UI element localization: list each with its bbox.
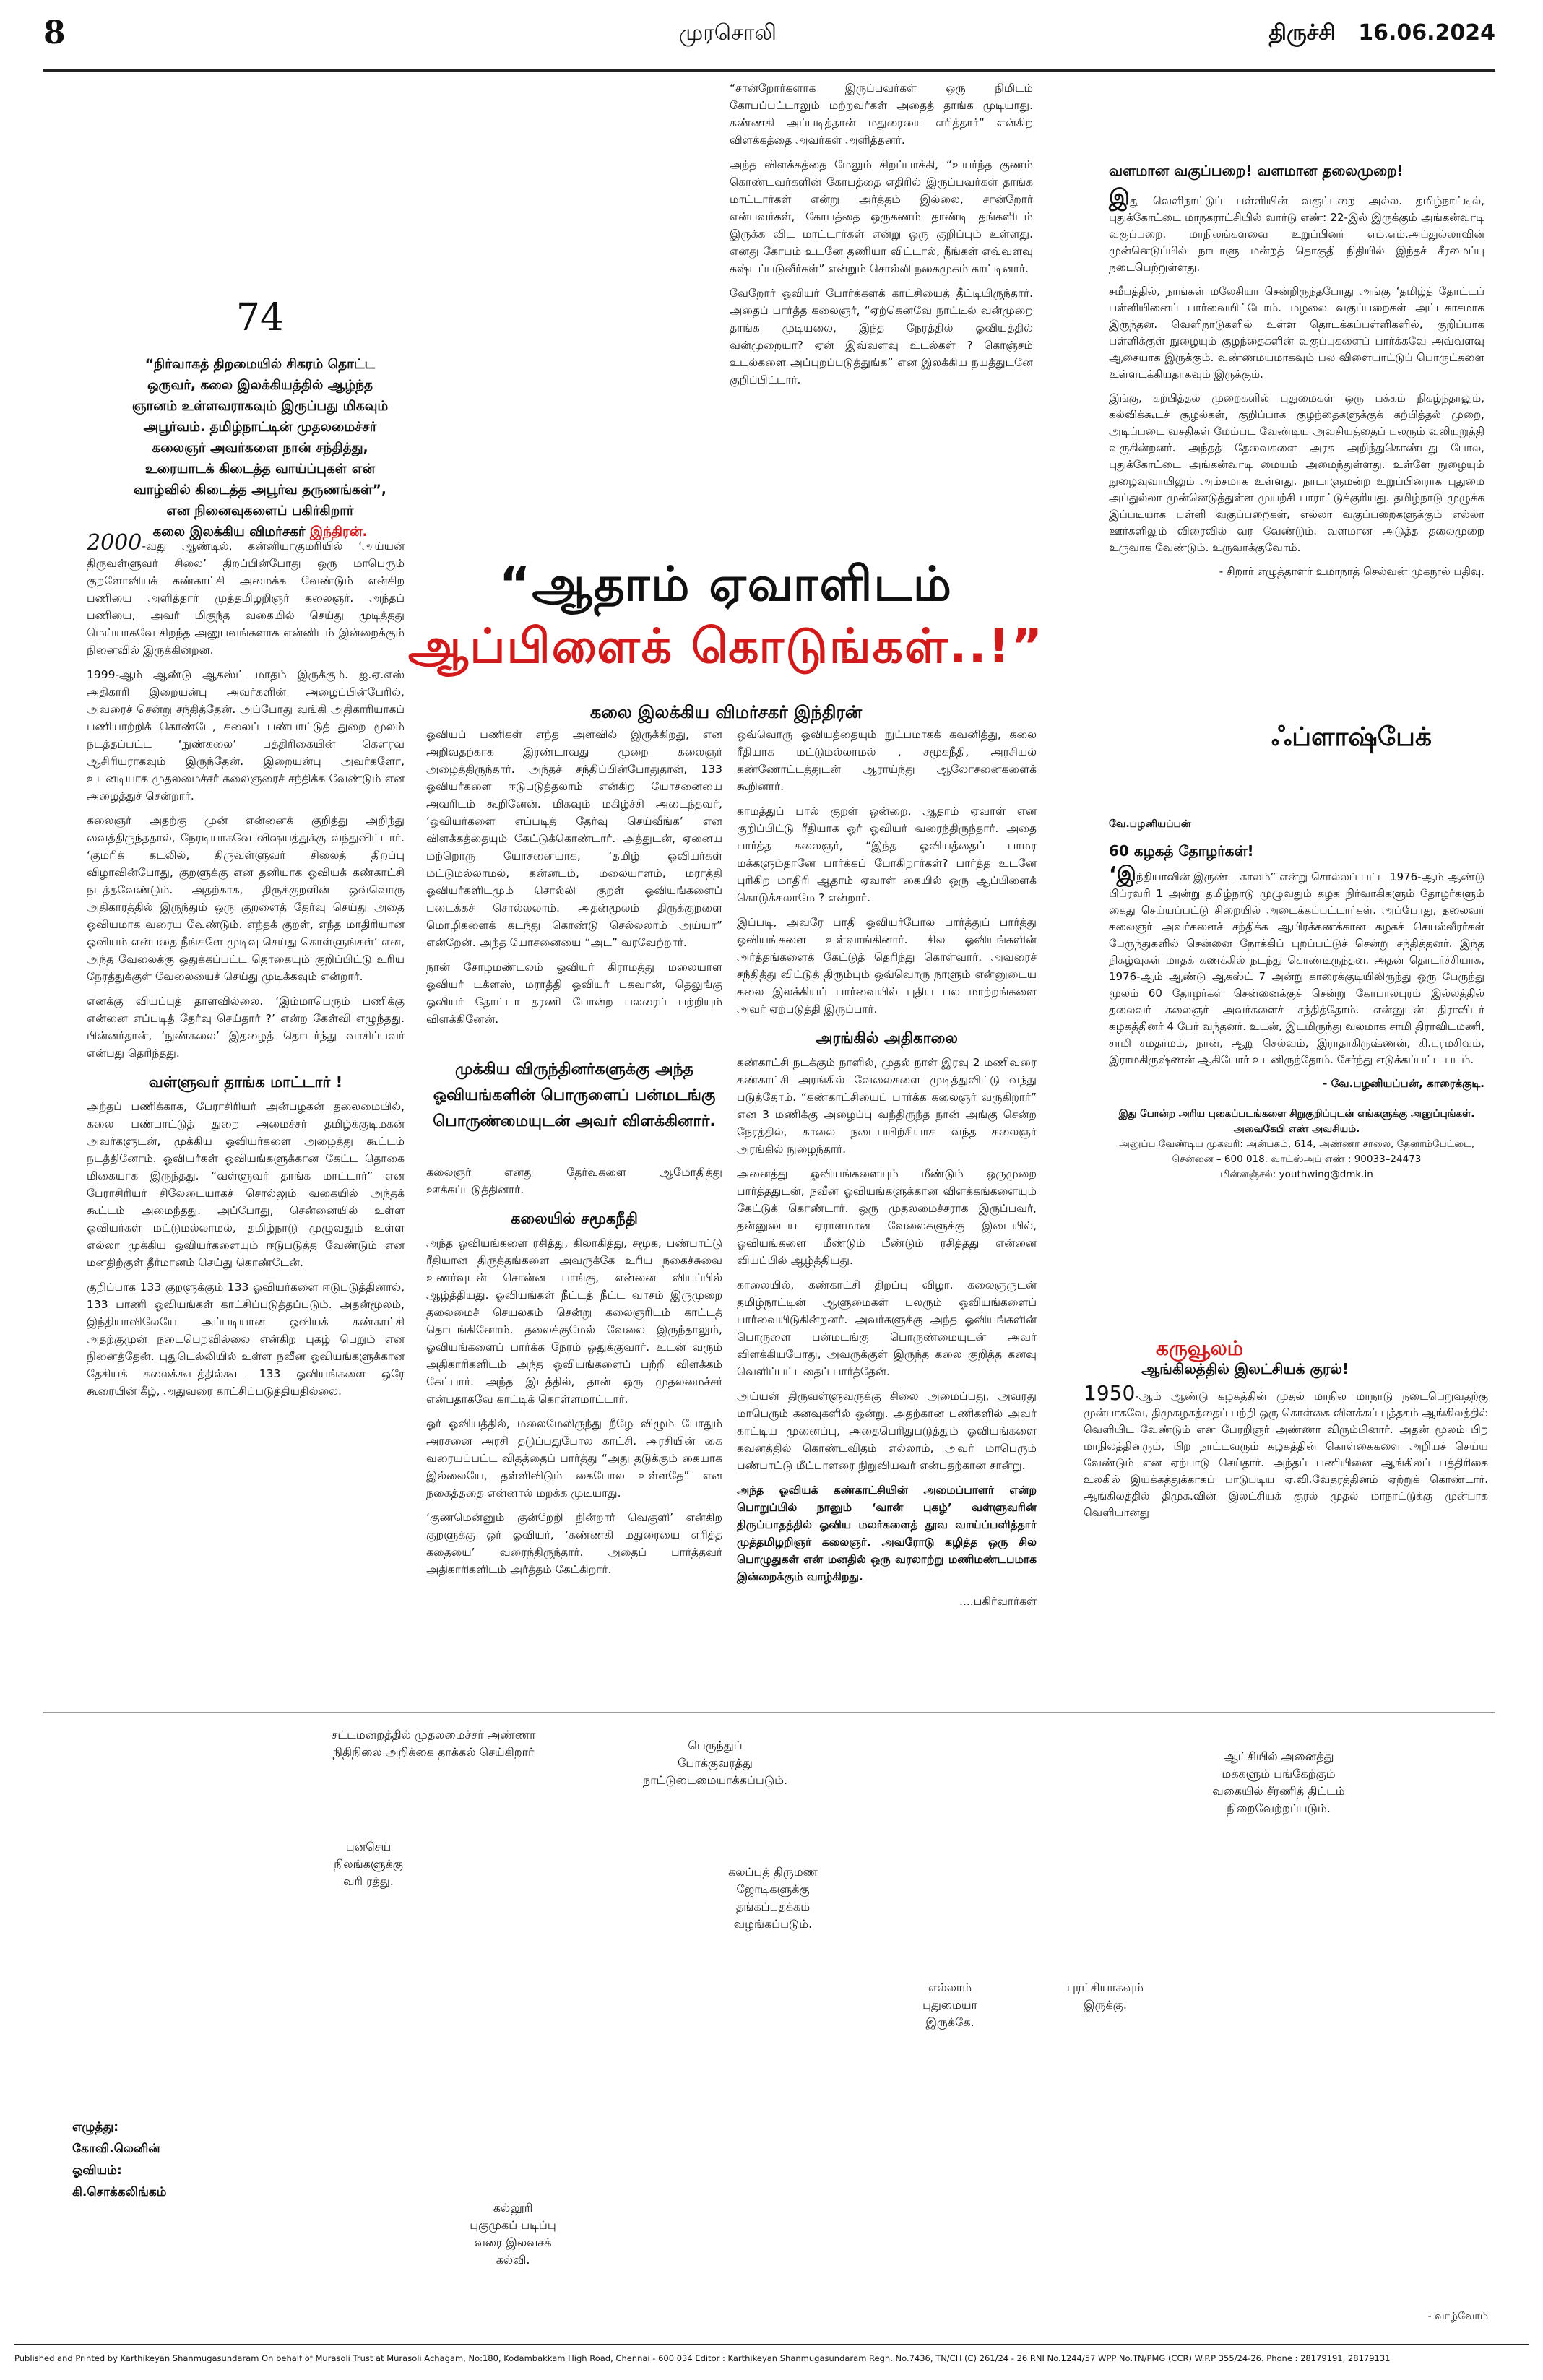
poem-line: வழங்கப்படும். (733, 1917, 813, 1931)
paragraph: அய்யன் திருவள்ளுவருக்கு சிலை அமைப்பது, அவரது மாபெரும் கனவுகளில் ஒன்று. அதற்கான பணிகளில் அவர் காட்டிய முனைப்பு, அதைபெரிதுபடுத்தும் ஓவியங்களை கவனத்தில் கொண்டவிதம் எல்லாம், அவர் மாபெரும் பண்பாட்டு மீட்பாளரை நிறுவியவர் என்பதற்கான சான்று. (737, 1390, 1037, 1472)
notice-address: அனுப்ப வேண்டிய முகவரி: அன்பகம், 614, அண்ணா சாலை, தேனாம்பேட்டை, சென்னை – 600 018. வாட்ஸ்அப் எண் : 90033–24473 (1118, 1138, 1475, 1165)
intro-prefix: கலை இலக்கிய விமர்சகர் (152, 524, 306, 540)
artist-name: கி.சொக்கலிங்கம் (72, 2185, 167, 2199)
flashback-author: வே.பழனியப்பன் (1109, 818, 1191, 830)
poem-block (303, 1838, 433, 1890)
paragraph: “சான்றோர்களாக இருப்பவர்கள் ஒரு நிமிடம் கோபப்பட்டாலும் மற்றவர்கள் அதைத் தாங்க முடியாது. கண்ணகி அப்படித்தான் மதுரையை எரித்தார்” என்கிற விளக்கத்தை அவர்கள் அளித்தனர். (730, 82, 1033, 147)
poem-line: வகையில் சீரணித் திட்டம் (1212, 1784, 1345, 1798)
pull-quote: முக்கிய விருந்தினர்களுக்கு அந்த ஓவியங்களின் பொருளைப் பன்மடங்கு பொருண்மையுடன் அவர் விளக்கினார். (433, 1060, 716, 1130)
feature-column-3 (730, 79, 1033, 396)
paragraph (1084, 1381, 1488, 1521)
masthead (43, 14, 1495, 65)
footer-rule (14, 2344, 1529, 2345)
submission-notice (1109, 1107, 1484, 1182)
lead-year: 2000 (87, 530, 142, 555)
poem-line: சட்டமன்றத்தில் முதலமைச்சர் அண்ணா (331, 1728, 536, 1741)
poem-line: வரி ரத்து. (343, 1874, 394, 1888)
paragraph: நான் சோழமண்டலம் ஓவியர் கிராமத்து மலையாள ஓவியர் டக்ளஸ், மராத்தி ஓவியர் பகவான், தெலுங்கு ஓவியர் தோட்டா தரணி போன்ற பலரைப் பற்றியும் விளக்கினேன். (426, 961, 722, 1026)
poem-line: கலப்புத் திருமண (727, 1865, 818, 1879)
artist-label: ஓவியம்: (72, 2163, 122, 2178)
poem-block (1170, 1748, 1387, 1817)
writer-name: கோவி.லெனின் (72, 2142, 160, 2156)
byline: கலை இலக்கிய விமர்சகர் இந்திரன் (589, 702, 863, 722)
paragraph: காலையில், கண்காட்சி திறப்பு விழா. கலைஞருடன் தமிழ்நாட்டின் ஆளுமைகள் பலரும் ஓவியங்களைப் பார்வையிடுகின்றனர். அவர்களுக்கு அந்த ஓவியங்களின் பொருளை பன்மடங்கு பொருண்மையுடன் அவர் விளக்கியபோது, அவருக்குள் இருந்த கலை குறித்த கனவு வெளிப்பட்டதைப் பார்த்தேன். (737, 1278, 1037, 1378)
imprint-line: Published and Printed by Karthikeyan Shanmugasundaram On behalf of Murasoli Trust at Murasoli Achagam, No:180, Kodambakkam High Road, Chennai - 600 034 Editor : Karthikeyan Shanmugasundaram Regn. No.7436, TN/CH (C) 261/24 - 26 RNI No.1244/57 WPP No.TN/PMG (CCR) W.P.P 355/24-26. Phone : 28179191, 28179131 (14, 2353, 1391, 2363)
edition-name: திருச்சி (1268, 20, 1336, 46)
poem-block (289, 1726, 578, 1761)
flashback-title: ஃப்ளாஷ்பேக் (1271, 722, 1432, 752)
paragraph: வேறோர் ஓவியர் போர்க்களக் காட்சியைத் தீட்டியிருந்தார். அதைப் பார்த்த கலைஞர், “ஏற்கெனவே நாட்டில் வன்முறை தாங்க முடியலை, இந்த நேரத்தில் ஓவியத்தில் வன்முறையா? ஏன் இவ்வளவு உடல்கள் ? கொஞ்சம் உடல்களை அப்புறப்படுத்துங்க” என இலக்கிய நயத்துடனே குறிப்பிட்டார். (730, 287, 1033, 386)
paragraph (1109, 185, 1484, 276)
flashback-header (1271, 722, 1488, 756)
subheading: வள்ளுவர் தாங்க மாட்டார் ! (148, 1073, 343, 1091)
paragraph: எனக்கு வியப்புத் தாளவில்லை. ‘இம்மாபெரும் பணிக்கு என்னை எப்படித் தேர்வு செய்தார் ?’ என்ற கேள்வி எழுந்தது. பின்னர்தான், ‘நுண்கலை’ இதழைத் தொடர்ந்து வாசிப்பவர் என்பது தெரிந்தது. (87, 995, 405, 1060)
masthead-rule (43, 69, 1495, 72)
paragraph: ‘குணமென்னும் குன்றேறி நின்றார் வெகுளி’ என்கிற குறளுக்கு ஓர் ஓவியர், ‘கண்ணகி மதுரையை எரித்த கதையை’ வரைந்திருந்தார். அதைப் பார்த்தவர் அதிகாரிகளிடம் அர்த்தம் கேட்கிறார். (426, 1511, 722, 1576)
paragraph: கண்காட்சி நடக்கும் நாளில், முதல் நாள் இரவு 2 மணிவரை கண்காட்சி அரங்கில் வேலைகளை முடித்துவிட்டு வந்து படுத்தோம். “கண்காட்சியைப் பார்க்க கலைஞர் வருகிறார்” என 3 மணிக்கு அழைப்பு வந்திருந்த நான் அங்கு சென்ற நேரத்தில், காலை நடைபயிற்சியாக வந்த கலைஞர் அரங்கில் நுழைந்தார். (737, 1056, 1037, 1156)
poem-line: போக்குவரத்து (678, 1756, 753, 1770)
page-number: 8 (43, 14, 66, 51)
poem-block (892, 1979, 1008, 2031)
comic-credits (72, 2116, 231, 2203)
poem-block (693, 1864, 852, 1933)
lead-text: -வது ஆண்டில், கன்னியாகுமரியில் ‘அய்யன் திருவள்ளுவர் சிலை’ திறப்பின்போது ஒரு மாபெரும் குறளோவியக் கண்காட்சி அமைக்க வேண்டும் என்கிற பணியை அளித்தார் முத்தமிழறிஞர் கலைஞர். அந்தப் பணியை, அவர் மிகுந்த வகையில் செய்து முடித்தது மெய்யாகவே சிறந்த அனுபவங்களாக என்னிடம் இன்றைக்கும் நினைவில் இருக்கின்றன. (87, 540, 405, 657)
intro-line: அபூர்வம். தமிழ்நாட்டின் முதலமைச்சர் (143, 420, 377, 435)
writer-label: எழுத்து: (72, 2120, 119, 2134)
notice-email: மின்னஞ்சல்: youthwing@dmk.in (1220, 1169, 1373, 1180)
intro-line: ஒருவர், கலை இலக்கியத்தில் ஆழ்ந்த (147, 378, 373, 393)
paragraph: இங்கு, கற்பித்தல் முறைகளில் புதுமைகள் ஒரு பக்கம் நிகழ்ந்தாலும், கல்விக்கூடச் சூழல்கள், குறிப்பாக குழந்தைகளுக்குக் கற்பித்தல் முறை, அடிப்படை வசதிகள் மேம்பட வேண்டிய அவசியத்தைப் பலரும் வலியுறுத்தி வருகின்றனர். அந்தத் தேவைகளை அரசு அறிந்துகொண்டது போல, புதுக்கோட்டை அங்கன்வாடி மையம் அமைந்துள்ளது. உள்ளே நுழையும் நுழைவுவாயிலும் அம்சமாக உள்ளது. நாடாளுமன்ற உறுப்பினராக புதுமை அப்துல்லா முன்னெடுத்துள்ள முயற்சி பாராட்டுக்குரியது. தமிழ்நாடு முழுக்க இப்படியாக பள்ளி வகுப்பறைகள், எல்லா வகுப்பறைகளுக்கும் எல்லா ஊர்களிலும் விரைவில் வர வேண்டும். வளமான அடுத்த தலைமுறை உருவாக வேண்டும். உருவாக்குவோம். (1109, 391, 1484, 554)
intro-text (116, 354, 405, 542)
poem-line: இருக்கே. (925, 2015, 974, 2029)
poem-line: இருக்கு. (1084, 1998, 1127, 2012)
poem-line: புரட்சியாகவும் (1067, 1981, 1144, 1994)
school-sidebar (1109, 163, 1484, 587)
paragraph: கலைஞர் அதற்கு முன் என்னைக் குறித்து அறிந்து வைத்திருந்ததால், நேரடியாகவே விஷயத்துக்கு வந்துவிட்டார். ‘குமரிக் கடலில், திருவள்ளுவர் சிலைத் திறப்பு விழாவின்போது, குறளுக்கு என தனியாக ஓவியக் கண்காட்சி நடத்தவேண்டும். அதற்காக, திருக்குறளின் ஒவ்வொரு அதிகாரத்தில் இருந்தும் ஒரு குறளைத் தேர்வு செய்து அதை ஓவியமாக வரைய வேண்டும். எந்தக் குறள், எந்த மாதிரியான ஓவியம் என்பதை நீங்களே முடிவு செய்து கொள்ளுங்கள்’ என, அந்த வேலைக்கு ஒதுக்கப்பட்ட தொகையும் குறிப்பிட்டு உரிய நேரத்துக்குள் வேலையைச் செய்து முடிக்கவும் என்றார். (87, 814, 405, 983)
poem-block (1040, 1979, 1170, 2014)
notice-text: இது போன்ற அரிய புகைப்படங்களை சிறுகுறிப்புடன் எங்களுக்கு அனுப்புங்கள். அவைகேபி எண் அவசியம். (1118, 1108, 1475, 1135)
feature-headline (405, 556, 1047, 724)
headline-line-2: ஆப்பிளைக் கொடுங்கள்..!” (407, 618, 1045, 674)
paragraph: கலைஞர் எனது தேர்வுகளை ஆமோதித்து ஊக்கப்படுத்தினார். (426, 1166, 722, 1196)
poem-block (621, 1737, 809, 1789)
paragraph: ஓர் ஓவியத்தில், மலைமேலிருந்து நீழே விழும் போதும் அரசனை அரசி தடுப்பதுபோல காட்சி. அரசியின் கை வரையப்பட்ட விதத்தைப் பார்த்து “அது தடுக்கும் கையாக இல்லையே, தள்ளிவிடும் கைபோல உள்ளதே” என நகைத்ததை என்னால் மறக்க முடியாது. (426, 1417, 722, 1500)
drop-cap: இ (1109, 185, 1131, 210)
episode-number: 74 (235, 296, 285, 339)
paragraph-text: -ஆம் ஆண்டு கழகத்தின் முதல் மாநில மாநாடு நடைபெறுவதற்கு முன்பாகவே, திமுகழகத்தைப் பற்றி ஒரு கொள்கை விளக்கப் புத்தகம் ஆங்கிலத்தில் வெளியிட வேண்டும் என பேரறிஞர் அண்ணா விரும்பினார். அதன் மூலம் பிற மாநிலத்தினரும், பிற நாட்டவரும் கழகத்தின் கொள்கைகளை அறியச் செய்ய வேண்டும் என ஏற்பாடு செய்தார். அந்தப் பணியினை ஆங்கிலப் பத்திரிகை உலகில் இயக்கத்துக்காகப் பாடுபடிய ஏ.வி.வேதரத்தினம் ஏற்றுக் கொண்டார். ஆங்கிலத்தில் திமுக.வின் இலட்சியக் குரல் முதல் மாநாட்டுக்கு முன்பாக வெளியானது (1084, 1390, 1488, 1519)
intro-line: வாழ்வில் கிடைத்த அபூர்வ தருணங்கள்”, (134, 483, 386, 498)
paragraph: சமீபத்தில், நாங்கள் மலேசியா சென்றிருந்தபோது அங்கு ‘தமிழ்த் தோட்டப் பள்ளியினைப் பார்வையிட்டோம். மழலை வகுப்பறைகள் அட்டகாசமாக இருந்தன. வெளிநாடுகளில் உள்ள தொடக்கப்பள்ளிகளில், குறிப்பாக பள்ளிக்குள் நுழையும் குழந்தைகளின் வகுப்புகளைப் பார்க்கவே அவ்வளவு ஆசையாக இருக்கும். வண்ணமயமாகவும் பல விளையாட்டுப் பொருட்களை உள்ளடக்கியதாகவும் இருக்கும். (1109, 285, 1484, 381)
paragraph: அந்தப் பணிக்காக, பேராசிரியர் அன்பழகன் தலைமையில், கலை பண்பாட்டுத் துறை அமைச்சர் தமிழ்க்குடிமகன் அவர்களுடன், முக்கிய ஓவியர்களை அழைத்து கூட்டம் நடத்தினோம். ஓவியர்கள் ஓவியங்களுக்கான கேட்ட தொகை மிகையாக இருந்தது. “வள்ளுவர் தாங்க மாட்டார்” என பேராசிரியர் சிலேடையாகச் சொல்லும் வகையில் அந்தக் கூட்டம் அமைந்தது. அப்போது, சென்னையில் உள்ள ஓவியர்கள் மட்டுமல்லாமல், தமிழ்நாடு முழுவதும் உள்ள எல்லா முக்கிய ஓவியர்களையும் ஈடுபடுத்த வேண்டும் என மனதிற்குள் தீர்மானம் செய்து கொண்டேன். (87, 1100, 405, 1269)
poem-line: புகுமுகப் படிப்பு (470, 2218, 556, 2232)
poem-block (433, 2199, 592, 2269)
karuvoolam-heading: ஆங்கிலத்தில் இலட்சியக் குரல்! (1141, 1360, 1349, 1377)
lead-year: 1950 (1084, 1381, 1136, 1405)
section-divider (43, 1712, 1495, 1713)
intro-author: இந்திரன். (310, 524, 368, 540)
continued-note: ....பகிர்வார்கள் (959, 1595, 1037, 1608)
issue-date: 16.06.2024 (1358, 20, 1495, 46)
poem-line: புன்செய் (345, 1840, 392, 1853)
karuvoolam-box (1084, 1336, 1488, 1528)
intro-line: என நினைவுகளைப் பகிர்கிறார் (166, 503, 354, 519)
intro-line: ஞானம் உள்ளவராகவும் இருப்பது மிகவும் (131, 399, 389, 414)
karuvoolam-title: கருவூலம் (1156, 1336, 1244, 1360)
sidebar-title: வளமான வகுப்பறை! வளமான தலைமுறை! (1109, 162, 1404, 179)
paragraph: 1999-ஆம் ஆண்டு ஆகஸ்ட் மாதம் இருக்கும். ஐ.ஏ.எஸ் அதிகாரி இறையன்பு அவர்களின் அழைப்பின்பேரில், அவரைச் சென்று சந்தித்தேன். அப்போது வங்கி அதிகாரியாகப் பணியாற்றிக் கொண்டே, கலைப் பண்பாட்டுத் துறை மூலம் நடத்தப்பட்ட ‘நுண்கலை’ பத்திரிகையின் கௌரவ ஆசிரியராகவும் இருந்தேன். இறையன்பு அவர்களோ, உடனடியாக முதலமைச்சர் கலைஞரைச் சந்திக்க வேண்டும் என அழைத்துச் சென்றார். (87, 668, 405, 802)
flashback-heading: 60 கழகத் தோழர்கள்! (1109, 842, 1254, 860)
paragraph: அந்த விளக்கத்தை மேலும் சிறப்பாக்கி, “உயர்ந்த குணம் கொண்டவர்களின் கோபத்தை எதிரில் இருப்பவர்கள் தாங்க மாட்டார்கள் என்று அர்த்தம் இல்லை, சான்றோர் என்பவர்கள், கோபத்தை ஒருகணம் தாண்டி தங்களிடம் இருக்க விட மாட்டார்கள் என்று ஒரு குறிப்பும் உள்ளது. எனது கோபம் உடனே தணியா விட்டால், நீங்கள் எவ்வளவு கஷ்டப்படுவீர்கள்” என்றும் சொல்லி நகைமுகம் காட்டினார். (730, 158, 1033, 275)
paragraph-text: து வெளிநாட்டுப் பள்ளியின் வகுப்பறை அல்ல. தமிழ்நாட்டில், புதுக்கோட்டை மாநகராட்சியில் வார்டு எண்: 22-இல் இருக்கும் அங்கன்வாடி வகுப்பறை. மாநிலங்களவை உறுப்பினர் எம்.எம்.அப்துல்லாவின் முன்னெடுப்பில் நாடாளு மன்றத் தொகுதி நிதியில் இந்தச் சீரமைப்பு நடைபெற்றுள்ளது. (1109, 194, 1484, 274)
paragraph: அனைத்து ஓவியங்களையும் மீண்டும் ஒருமுறை பார்த்ததுடன், நவீன ஓவியங்களுக்கான விளக்கங்களையும் கேட்டுக் கொண்டார். ஒரு முதலமைச்சராக இருப்பவர், தன்னுடைய ஏராளமான வேலைகளுக்கு இடையில், ஓவியங்களை மீண்டும் மீண்டும் ரசித்தது என்னை வியப்பில் ஆழ்த்தியது. (737, 1167, 1037, 1267)
flashback-body (1109, 816, 1484, 1182)
poem-line: நாட்டுடைமையாக்கப்படும். (642, 1773, 788, 1787)
edition-date (1268, 20, 1495, 48)
sidebar-signature: - சிறார் எழுத்தாளர் உமாநாத் செல்வன் முகநூல் பதிவு. (1219, 565, 1484, 578)
drop-cap: ‘இ (1109, 862, 1136, 886)
poem-line: மக்களும் பங்கேற்கும் (1222, 1767, 1336, 1780)
paragraph: குறிப்பாக 133 குறளுக்கும் 133 ஓவியர்களை ஈடுபடுத்தினால், 133 பாணி ஓவியங்கள் காட்சிப்படுத்தப்படும். அதன்மூலம், இந்தியாவிலேயே அப்படியான ஓவியக் கண்காட்சி அதற்குமுன் நடைபெறவில்லை என்கிற புகழ் பெறும் என நினைத்தேன். புதுடெல்லியில் உள்ள நவீன ஓவியங்களுக்கான தேசியக் கலைக்கூடத்தில்கூட 133 ஓவியங்களை ஒரே கூரையின் கீழ், அதுவரை காட்சிப்படுத்தியதில்லை. (87, 1281, 405, 1398)
paragraph: அந்த ஓவியங்களை ரசித்து, கிலாகித்து, சமூக, பண்பாட்டு ரீதியான திருத்தங்களை அவருக்கே உரிய நகைச்சுவை உணர்வுடன் சொன்ன பாங்கு, என்னை வியப்பில் ஆழ்த்தியது. ஓவியங்கள் நீட்டத் நீட்ட வாசம் இருமுறை தலைமைச் செயலகம் சென்று கலைஞரிடம் காட்டத் தொடங்கினோம். தலைக்குமேல் வேலை இருந்தாலும், ஓவியங்களைப் பார்க்க நேரம் ஒதுக்குவார். உடன் வரும் அதிகாரிகளிடம் அந்த ஓவியங்களைப் பற்றி விளக்கம் கேட்பார். அந்த இடத்தில், தான் ஒரு முதலமைச்சர் என்பதாகவே காட்டிக் கொள்ளமாட்டார். (426, 1237, 722, 1406)
poem-line: கல்லூரி (493, 2201, 533, 2215)
subheading: கலையில் சமூகநீதி (510, 1210, 638, 1227)
newspaper-name: முரசொலி (679, 20, 777, 46)
poem-line: எல்லாம் (928, 1981, 972, 1994)
intro-line: “நிர்வாகத் திறமையில் சிகரம் தொட்ட (144, 357, 376, 372)
headline-line-1: “ஆதாம் ஏவாளிடம் (498, 556, 954, 612)
poem-line: ஆட்சியில் அனைத்து (1223, 1749, 1334, 1763)
poem-line: ஜோடிகளுக்கு (736, 1882, 810, 1896)
poem-line: புதுமையா (922, 1998, 977, 2012)
poem-line: நிலங்களுக்கு (334, 1857, 403, 1871)
subheading: அரங்கில் அதிகாலை (816, 1029, 958, 1047)
poem-line: வரை இலவசக் (474, 2236, 552, 2249)
feature-column-2 (426, 726, 722, 1585)
flashback-signature: - வே.பழனியப்பன், காரைக்குடி. (1323, 1077, 1484, 1090)
poem-line: பெருந்துப் (688, 1739, 743, 1752)
feature-column-4 (737, 726, 1037, 1617)
paragraph: ஒவ்வொரு ஓவியத்தையும் நுட்பமாகக் கவனித்து, கலை ரீதியாக மட்டுமல்லாமல் , சமூகநீதி, அரசியல் கண்ணோட்டத்துடன் ஆராய்ந்து ஆலோசனைகளைக் கூறினார். (737, 728, 1037, 793)
poem-line: நிறைவேற்றப்படும். (1227, 1801, 1331, 1815)
paragraph (1109, 862, 1484, 1068)
paragraph: காமத்துப் பால் குறள் ஒன்றை, ஆதாம் ஏவாள் என குறிப்பிட்டு ரீதியாக ஓர் ஓவியர் வரைந்திருந்தார். அதை பார்த்த கலைஞர், “இந்த ஓவியத்தைப் பாமர மக்களும்தானே பார்க்கப் போகிறார்கள்? பார்த்த உடனே புரிகிற மாதிரி ஆதாம் ஏவாள் கையில் ஒரு ஆப்பிளைக் கொடுக்கலாமே ? என்றார். (737, 805, 1037, 904)
paragraph: ஓவியப் பணிகள் எந்த அளவில் இருக்கிறது, என அறிவதற்காக இரண்டாவது முறை கலைஞர் அழைத்திருந்தார். அந்தச் சந்திப்பின்போதுதான், 133 ஓவியர்களை ஈடுபடுத்தலாம் என்கிற யோசனையை அவரிடம் கூறினேன். மிகவும் மகிழ்ச்சி அடைந்தவர், ‘ஓவியர்களை எப்படித் தேர்வு செய்வீங்க’ என விளக்கத்தையும் கேட்டுக்கொண்டார். அத்துடன், ஏனைய மற்றொரு யோசனையாக, ‘தமிழ் ஓவியர்கள் மட்டுமல்லாமல், கன்னடம், மலையாளம், மராத்தி ஓவியர்களிடமும் சொல்லி குறள் ஓவியங்களைப் படைக்கச் சொல்லலாம். அதன்மூலம் திருக்குறளை மொழிகளைக் கடந்து கொண்டு செல்லலாம் அய்யா” என்றேன். அந்த யோசனையை “அட” வரவேற்றார். (426, 728, 722, 949)
poem-line: நிதிநிலை அறிக்கை தாக்கல் செய்கிறார் (332, 1745, 535, 1759)
poem-line: தங்கப்பதக்கம் (735, 1900, 811, 1913)
closing-paragraph: அந்த ஓவியக் கண்காட்சியின் அமைப்பாளர் என்ற பொறுப்பில் நானும் ‘வான் புகழ்’ வள்ளுவரின் திருப்பாதத்தில் ஓவிய மலர்களைத் தூவ வாய்ப்பளித்தார் முத்தமிழறிஞர் கலைஞர். அவரோடு கழித்த ஒரு சில பொழுதுகள் என் மனதில் ஒரு வரலாற்று மணிமண்டபமாக இன்றைக்கும் வாழ்கிறது. (737, 1484, 1037, 1583)
paragraph: இப்படி, அவரே பாதி ஓவியர்போல பார்த்துப் பார்த்து ஓவியங்களை உள்வாங்கினார். சில ஓவியங்களின் அர்த்தங்களைக் கேட்டுத் தெரிந்து கொள்வார். அவரைச் சந்தித்து விட்டுத் திரும்பும் ஒவ்வொரு நாளும் என்னுடைய கலை இலக்கியப் பார்வையில் புதிய பல மாற்றங்களை அவர் ஏற்படுத்தி இருப்பார். (737, 916, 1037, 1016)
poem-line: கல்வி. (496, 2253, 530, 2267)
paragraph-text: ந்தியாவின் இருண்ட காலம்” என்று சொல்லப் பட்ட 1976-ஆம் ஆண்டு பிப்ரவரி 1 அன்று தமிழ்நாடு முழுவதும் கழக நிர்வாகிகளும் தோழர்களும் கைது செய்யப்பட்டு சிறையில் அடைக்கப்பட்டார்கள். அப்போது, தலைவர் கலைஞர் அவர்களைச் சந்திக்க ஆயிரக்கணக்கான கழகச் செயல்வீரர்கள் பேருந்துகளில் சென்னை நோக்கிப் புறப்பட்டுச் சென்று சந்தித்தனர். இந்த நிகழ்வுகள் மாதக் கணக்கில் நடந்து கொண்டிருந்தன. அதன் தொடர்ச்சியாக, 1976-ஆம் ஆண்டு ஆகஸ்ட் 7 அன்று காரைக்குடியிலிருந்து ஒரு பேருந்து மூலம் 60 தோழர்கள் சென்னைக்குச் சென்று கோபாலபுரம் இல்லத்தில் தலைவர் கலைஞர் அவர்களைச் சந்தித்தோம். என்னுடன் திராவிடர் கழகத்தினர் 4 பேர் வந்தனர். உடன், இடமிருந்து வலமாக சாமி திராவிடமணி, சாமி சமதர்மம், நான், ஆறு செல்வம், இராதாகிருஷ்ணன், கி.பரமசிவம், இராமகிருஷ்ணன் ஆகியோர் உடனிருந்தோம். சேர்ந்து எடுக்கப்பட்ட படம். (1109, 870, 1484, 1066)
feature-intro (116, 296, 405, 542)
continued-note: - வாழ்வோம் (1427, 2311, 1488, 2322)
intro-line: உரையாடக் கிடைத்த வாய்ப்புகள் என் (144, 462, 376, 477)
intro-line: கலைஞர் அவர்களை நான் சந்தித்து, (152, 441, 368, 456)
